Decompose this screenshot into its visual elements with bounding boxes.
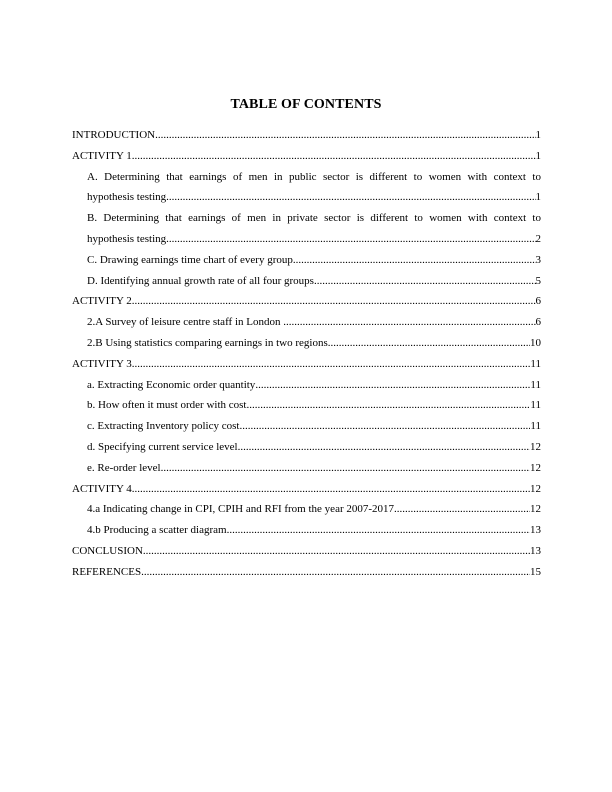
toc-page-number: 10	[530, 336, 541, 349]
toc-page-number: 13	[530, 544, 541, 557]
toc-entry-label: 4.a Indicating change in CPI, CPIH and RFI from the year 2007-2017	[87, 503, 395, 516]
toc-page-number: 11	[530, 420, 541, 433]
toc-entry-label: ACTIVITY 3	[72, 357, 132, 370]
toc-entry-label: INTRODUCTION	[72, 129, 156, 141]
toc-entry-label: ACTIVITY 4	[72, 482, 132, 495]
toc-dot-leader	[166, 187, 535, 208]
toc-entry-3a[interactable]	[72, 375, 541, 396]
toc-entry-activity-2[interactable]	[72, 291, 541, 312]
toc-entry-label: 4.b Producing a scatter diagram	[87, 524, 227, 537]
toc-entry-label-line1: B. Determining that earnings of men in private sector is different to women with context to	[87, 212, 541, 225]
toc-entry-label: hypothesis testing	[87, 191, 167, 204]
toc-entry-label: ACTIVITY 2	[72, 295, 132, 308]
toc-entry-3b[interactable]	[72, 395, 541, 416]
toc-entry-label: d. Specifying current service level	[87, 440, 238, 453]
toc-dot-leader	[314, 271, 536, 292]
toc-entry-label: CONCLUSION	[72, 544, 143, 557]
toc-dot-leader	[132, 479, 530, 500]
toc-entry-introduction[interactable]	[72, 125, 541, 146]
toc-entry-2b[interactable]	[72, 333, 541, 354]
toc-dot-leader	[238, 437, 530, 458]
toc-page-number: 15	[530, 565, 541, 578]
toc-entry-label: a. Extracting Economic order quantity	[87, 378, 256, 391]
toc-dot-leader	[239, 416, 530, 437]
toc-page-number: 11	[530, 357, 541, 370]
toc-page-number: 1	[535, 129, 541, 141]
toc-page-number: 11	[530, 378, 541, 391]
toc-dot-leader	[293, 250, 536, 271]
toc-entry-label: 2.A Survey of leisure centre staff in London	[87, 316, 284, 329]
toc-dot-leader	[166, 229, 535, 250]
toc-entry-activity-1[interactable]	[72, 146, 541, 167]
toc-entry-3c[interactable]	[72, 416, 541, 437]
toc-page-number: 1	[535, 149, 541, 162]
toc-page-number: 12	[530, 482, 541, 495]
toc-entry-label: 2.B Using statistics comparing earnings in two regions	[87, 336, 328, 349]
toc-dot-leader	[227, 520, 530, 541]
toc-page-number: 1	[535, 191, 541, 204]
toc-entry-label: REFERENCES	[72, 565, 142, 578]
toc-dot-leader	[283, 312, 535, 333]
toc-entry-2a[interactable]	[72, 312, 541, 333]
toc-page-number: 12	[530, 461, 541, 474]
toc-entry-4a[interactable]	[72, 499, 541, 520]
toc-entry-label: b. How often it must order with cost	[87, 399, 247, 412]
toc-entry-label: hypothesis testing	[87, 232, 167, 245]
toc-dot-leader	[132, 146, 536, 167]
toc-entry-activity-4[interactable]	[72, 479, 541, 500]
toc-entry-3e[interactable]	[72, 458, 541, 479]
toc-page-number: 3	[535, 253, 541, 266]
toc-entry-1d[interactable]	[72, 271, 541, 292]
toc-entry-references[interactable]	[72, 562, 541, 583]
toc-page-number: 13	[530, 524, 541, 537]
toc-dot-leader	[394, 499, 530, 520]
toc-entry-label: e. Re-order level	[87, 461, 161, 474]
toc-dot-leader	[255, 375, 530, 396]
toc-dot-leader	[132, 354, 531, 375]
toc-entry-4b[interactable]	[72, 520, 541, 541]
toc-entry-label: ACTIVITY 1	[72, 149, 132, 162]
toc-page-number: 5	[535, 274, 541, 287]
toc-page-number: 12	[530, 503, 541, 516]
toc-entry-activity-3[interactable]	[72, 354, 541, 375]
toc-page-number: 12	[530, 440, 541, 453]
toc-page-number: 6	[535, 316, 541, 329]
toc-title: TABLE OF CONTENTS	[230, 97, 382, 112]
toc-entry-label: D. Identifying annual growth rate of all four groups	[87, 274, 314, 287]
toc-entry-label: c. Extracting Inventory policy cost	[87, 420, 240, 433]
toc-entry-1c[interactable]	[72, 250, 541, 271]
toc-entry-label-line1: A. Determining that earnings of men in public sector is different to women with context to	[87, 170, 541, 183]
toc-entry-label: C. Drawing earnings time chart of every group	[87, 253, 293, 266]
toc-entry-3d[interactable]	[72, 437, 541, 458]
toc-entry-1b[interactable]	[72, 208, 541, 250]
toc-dot-leader	[155, 125, 535, 146]
toc-page-number: 2	[535, 232, 541, 245]
toc-dot-leader	[161, 458, 530, 479]
toc-dot-leader	[141, 562, 530, 583]
toc-dot-leader	[246, 395, 530, 416]
toc-page-number: 6	[535, 295, 541, 308]
toc-dot-leader	[328, 333, 530, 354]
toc-page-number: 11	[530, 399, 541, 412]
toc-entry-conclusion[interactable]	[72, 541, 541, 562]
toc-dot-leader	[143, 541, 530, 562]
toc-entry-1a[interactable]	[72, 167, 541, 209]
toc-dot-leader	[132, 291, 536, 312]
toc-list	[72, 125, 541, 583]
